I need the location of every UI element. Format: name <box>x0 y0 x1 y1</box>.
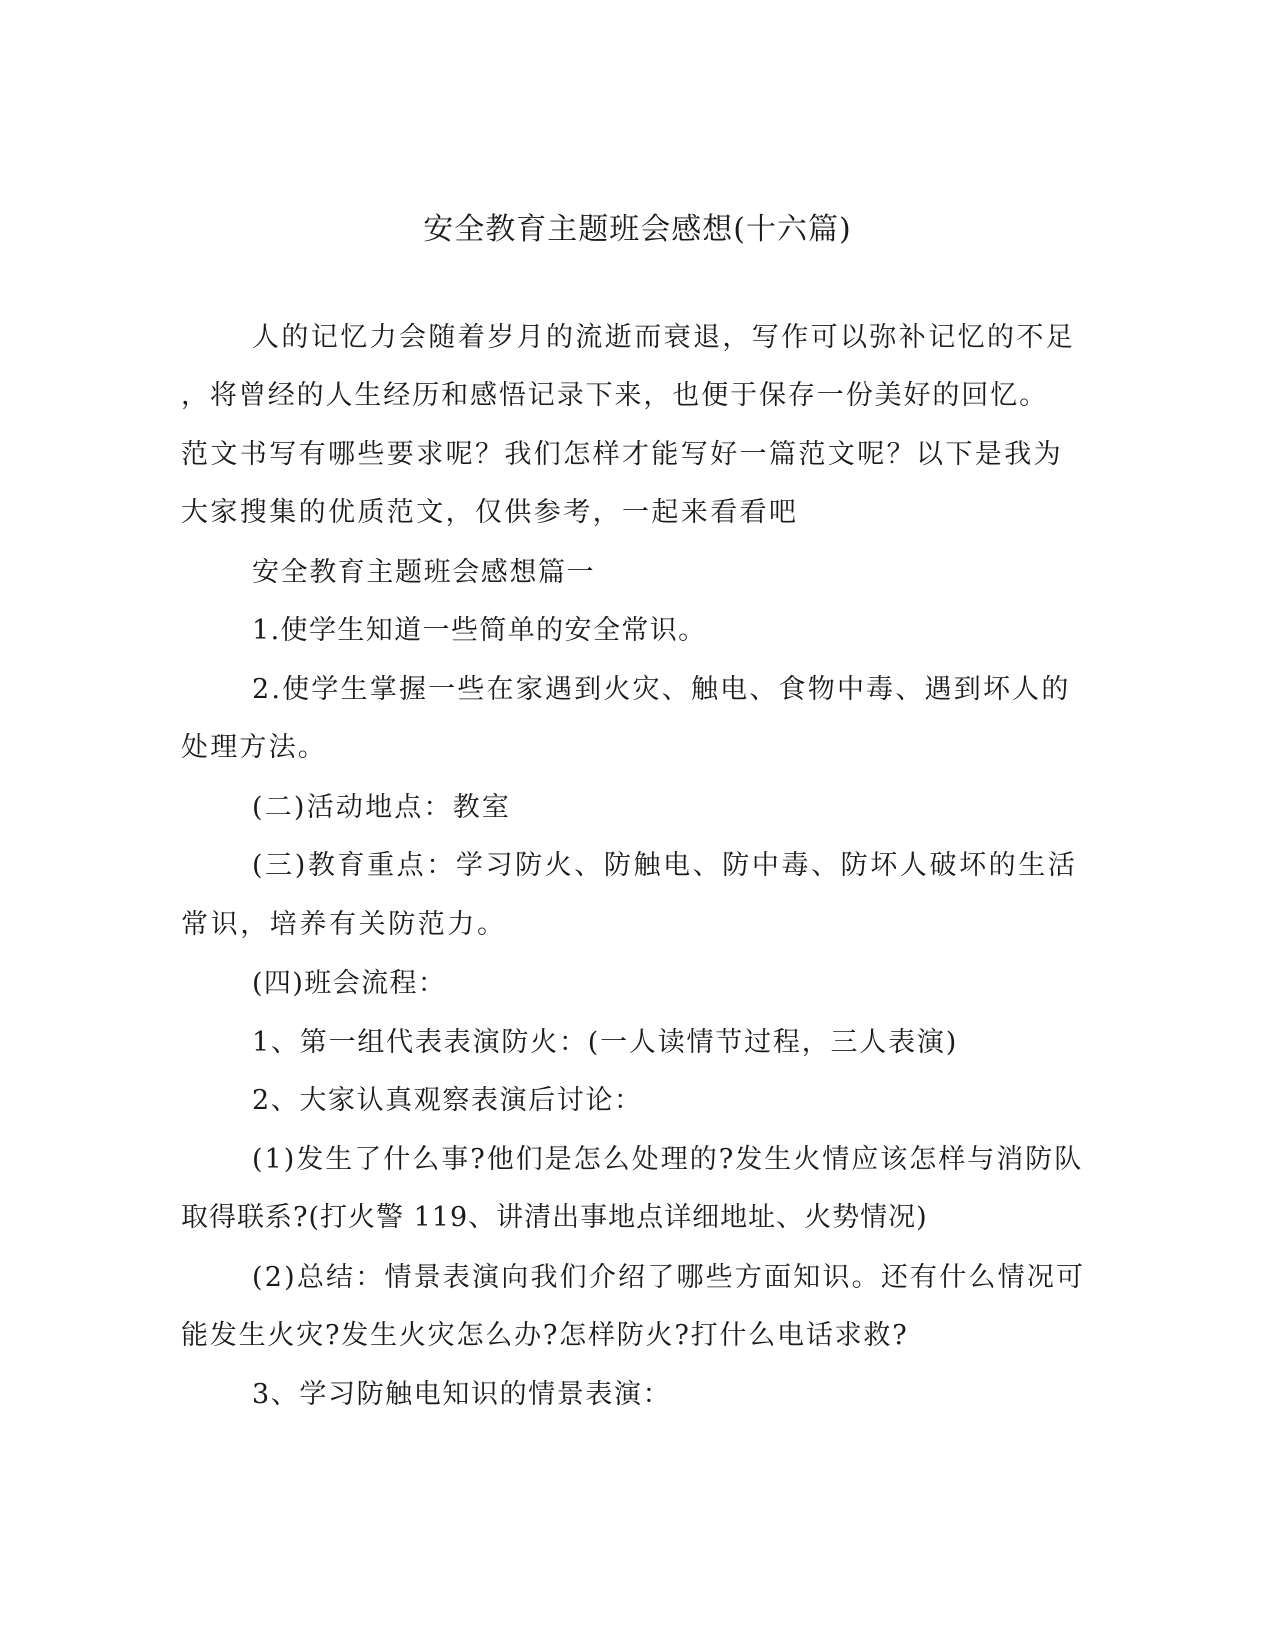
paragraph-line: 1、第一组代表表演防火：(一人读情节过程，三人表演) <box>252 1027 959 1058</box>
paragraph-line: 常识，培养有关防范力。 <box>181 909 507 940</box>
paragraph-line: 大家搜集的优质范文，仅供参考，一起来看看吧 <box>181 497 799 528</box>
paragraph-line: ，将曾经的人生经历和感悟记录下来，也便于保存一份美好的回忆。 <box>181 380 1048 411</box>
paragraph-line: 3、学习防触电知识的情景表演： <box>252 1379 672 1410</box>
paragraph-line: 能发生火灾?发生火灾怎么办?怎样防火?打什么电话求救? <box>181 1320 909 1351</box>
paragraph-line: (二)活动地点：教室 <box>252 792 512 823</box>
paragraph-line: (2)总结：情景表演向我们介绍了哪些方面知识。还有什么情况可 <box>252 1262 1086 1293</box>
paragraph-line: 1.使学生知道一些简单的安全常识。 <box>252 615 707 646</box>
paragraph-line: 处理方法。 <box>181 732 327 763</box>
paragraph-line: 人的记忆力会随着岁月的流逝而衰退，写作可以弥补记忆的不足 <box>252 322 1076 353</box>
document-title: 安全教育主题班会感想(十六篇) <box>423 212 852 247</box>
section-heading: 安全教育主题班会感想篇一 <box>252 557 596 588</box>
paragraph-line: 范文书写有哪些要求呢？我们怎样才能写好一篇范文呢？以下是我为 <box>181 439 1063 470</box>
paragraph-line: 2.使学生掌握一些在家遇到火灾、触电、食物中毒、遇到坏人的 <box>252 674 1071 705</box>
paragraph-line: 2、大家认真观察表演后讨论： <box>252 1085 643 1116</box>
paragraph-line: (三)教育重点：学习防火、防触电、防中毒、防坏人破坏的生活 <box>252 850 1078 881</box>
paragraph-line: (四)班会流程： <box>252 968 447 999</box>
paragraph-line: (1)发生了什么事?他们是怎么处理的?发生火情应该怎样与消防队 <box>252 1144 1084 1175</box>
paragraph-line: 取得联系?(打火警 119、讲清出事地点详细地址、火势情况) <box>181 1202 928 1233</box>
